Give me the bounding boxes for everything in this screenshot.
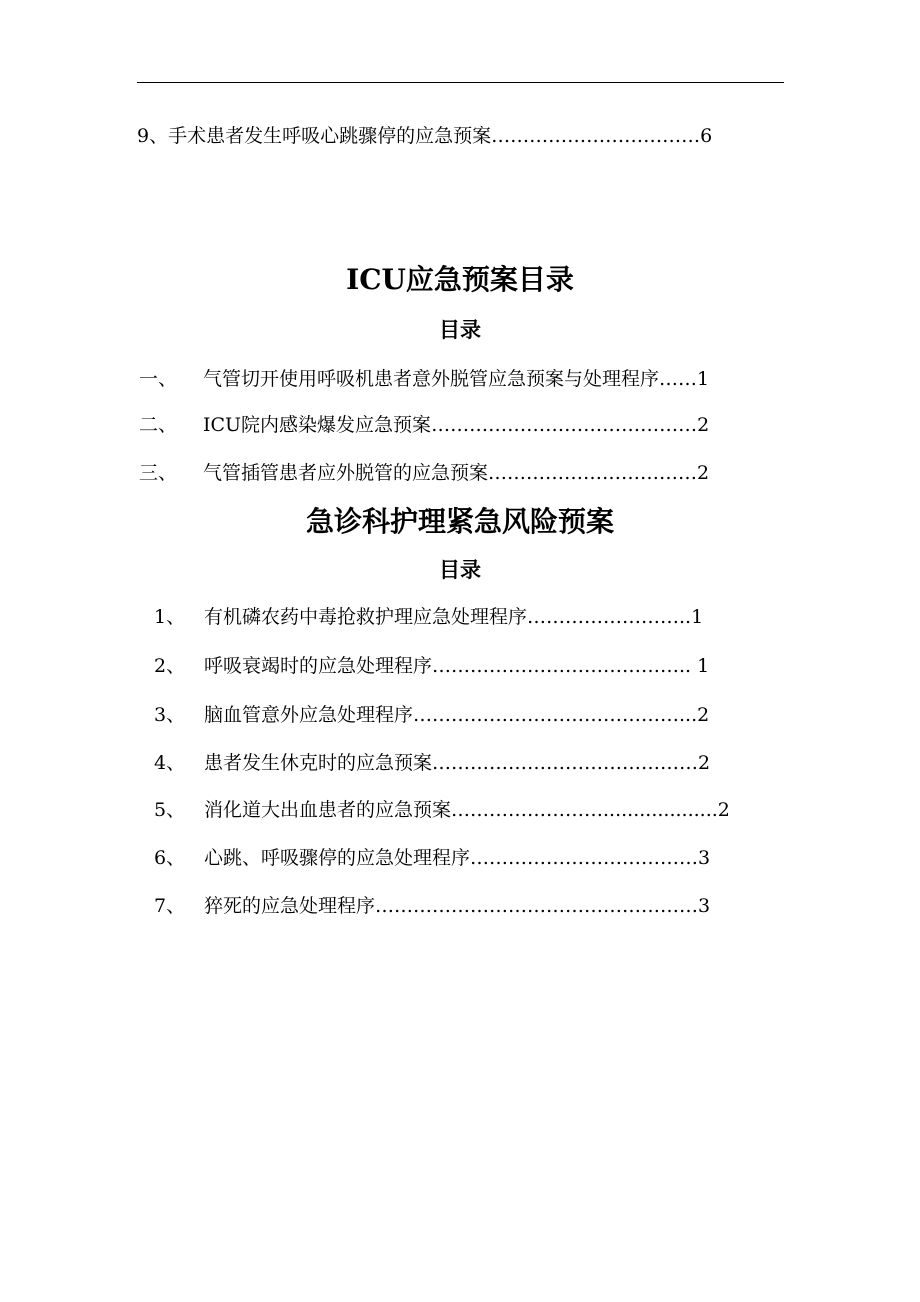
toc-entry-leader: …………………….. [527, 606, 692, 628]
toc-entry-page: 2 [697, 704, 710, 726]
toc-entry-page: 2 [717, 799, 730, 821]
toc-entry-leader: …………………………………………… [375, 895, 699, 917]
toc-entry-text: 患者发生休克时的应急预案 [204, 752, 433, 774]
toc-entry-text: 消化道大出血患者的应急预案 [204, 799, 452, 821]
er-toc-entry[interactable] [154, 751, 710, 775]
er-toc-entry[interactable] [154, 703, 709, 727]
toc-entry-leader: ………………………………….. [432, 655, 692, 677]
toc-entry-number: 1、 [154, 606, 186, 628]
toc-entry-text: 猝死的应急处理程序 [204, 895, 376, 917]
er-toc-entry[interactable] [154, 894, 710, 918]
toc-entry-text: 9、手术患者发生呼吸心跳骤停的应急预案 [137, 125, 492, 147]
icu-toc-entry[interactable] [139, 461, 709, 485]
toc-entry-leader: ……………………................... [451, 799, 718, 821]
toc-entry-page: 2 [698, 752, 711, 774]
toc-entry-page: 6 [700, 125, 713, 147]
toc-entry-text: 心跳、呼吸骤停的应急处理程序 [204, 847, 471, 869]
toc-entry-page: 1 [697, 368, 710, 390]
toc-entry-page: 2 [697, 462, 710, 484]
toc-entry-number: 4、 [154, 752, 186, 774]
toc-entry-text: 呼吸衰竭时的应急处理程序 [204, 655, 433, 677]
toc-entry-leader: …………………………… [491, 125, 701, 147]
toc-entry-text: ICU院内感染爆发应急预案 [203, 414, 432, 436]
toc-entry-number: 二、 [139, 414, 178, 436]
toc-entry-text: 脑血管意外应急处理程序 [204, 704, 414, 726]
toc-entry-leader: …………………………… [488, 462, 698, 484]
er-toc-entry[interactable] [154, 798, 730, 822]
toc-entry-top[interactable] [137, 124, 712, 148]
toc-entry-text: 气管插管患者应外脱管的应急预案 [203, 462, 489, 484]
toc-entry-number: 一、 [139, 368, 178, 390]
toc-entry-leader: …………………………………… [432, 752, 699, 774]
toc-entry-page: 2 [697, 414, 710, 436]
toc-entry-leader: ……………………………… [470, 847, 699, 869]
toc-entry-leader: …… [659, 368, 698, 390]
toc-entry-number: 6、 [154, 847, 186, 869]
er-section-title: 急诊科护理紧急风险预案 [305, 505, 614, 538]
toc-entry-leader: …………………………………… [431, 414, 698, 436]
er-toc-entry[interactable] [154, 654, 709, 678]
toc-entry-number: 2、 [154, 655, 186, 677]
header-rule [137, 82, 784, 83]
er-toc-entry[interactable] [154, 605, 703, 629]
toc-entry-page: 1 [691, 606, 704, 628]
icu-section-title: ICU应急预案目录 [346, 263, 574, 296]
toc-entry-text: 气管切开使用呼吸机患者意外脱管应急预案与处理程序 [203, 368, 660, 390]
toc-entry-number: 三、 [139, 462, 178, 484]
toc-entry-number: 3、 [154, 704, 186, 726]
toc-entry-number: 7、 [154, 895, 186, 917]
toc-entry-text: 有机磷农药中毒抢救护理应急处理程序 [204, 606, 528, 628]
toc-entry-number: 5、 [154, 799, 186, 821]
er-section-subtitle: 目录 [439, 557, 481, 582]
toc-entry-page: 1 [691, 655, 710, 677]
icu-toc-entry[interactable] [139, 413, 709, 437]
toc-entry-page: 3 [698, 847, 711, 869]
toc-entry-page: 3 [698, 895, 711, 917]
icu-toc-entry[interactable] [139, 367, 709, 391]
icu-section-subtitle: 目录 [439, 317, 481, 342]
er-toc-entry[interactable] [154, 846, 710, 870]
toc-entry-leader: ……………………………………... [413, 704, 698, 726]
